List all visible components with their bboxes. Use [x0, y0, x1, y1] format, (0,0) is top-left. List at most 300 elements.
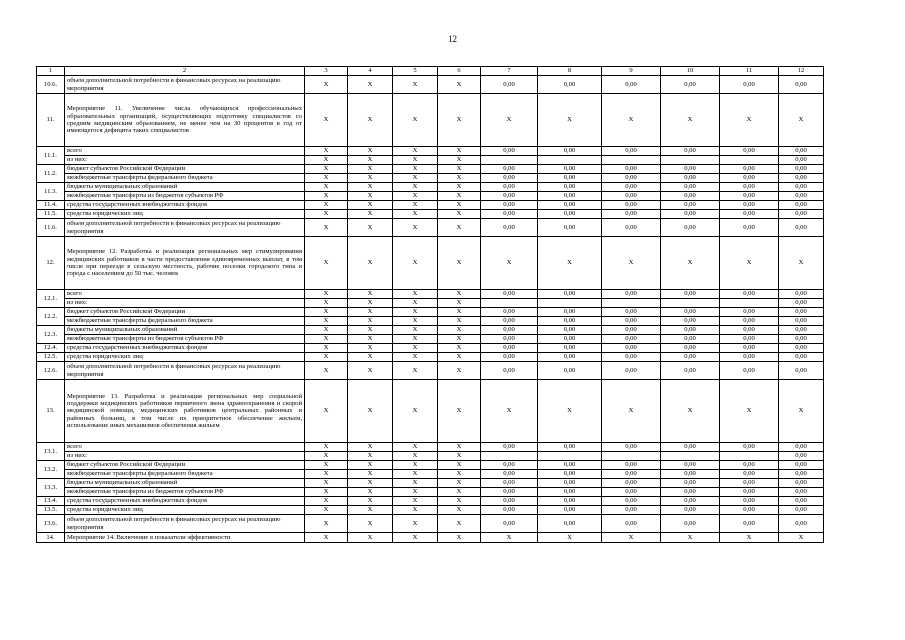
- value-cell: X: [305, 515, 348, 533]
- value-cell: X: [348, 210, 393, 219]
- value-cell: 0,00: [779, 461, 824, 470]
- value-cell: X: [305, 470, 348, 479]
- row-number: 12.4.: [37, 344, 65, 353]
- header-cell: 2: [65, 67, 305, 76]
- row-description: всего: [65, 290, 305, 299]
- value-cell: 0,00: [538, 515, 602, 533]
- value-cell: X: [348, 488, 393, 497]
- row-number: 13.: [37, 380, 65, 443]
- value-cell: X: [393, 362, 438, 380]
- row-number: 13.2.: [37, 461, 65, 479]
- value-cell: 0,00: [602, 515, 661, 533]
- value-cell: 0,00: [602, 461, 661, 470]
- value-cell: X: [348, 353, 393, 362]
- value-cell: X: [779, 237, 824, 290]
- value-cell: 0,00: [538, 443, 602, 452]
- value-cell: X: [393, 94, 438, 147]
- value-cell: 0,00: [661, 76, 720, 94]
- value-cell: X: [438, 317, 481, 326]
- value-cell: X: [305, 308, 348, 317]
- value-cell: X: [348, 452, 393, 461]
- value-cell: X: [393, 497, 438, 506]
- value-cell: 0,00: [538, 497, 602, 506]
- value-cell: 0,00: [720, 174, 779, 183]
- value-cell: 0,00: [720, 362, 779, 380]
- value-cell: 0,00: [720, 479, 779, 488]
- value-cell: X: [661, 94, 720, 147]
- value-cell: 0,00: [779, 479, 824, 488]
- table-row: [37, 183, 824, 192]
- row-description: объем дополнительной потребности в финансовых ресурсах на реализацию мероприятия: [65, 515, 305, 533]
- table-row: [37, 479, 824, 488]
- value-cell: 0,00: [538, 165, 602, 174]
- value-cell: 0,00: [779, 335, 824, 344]
- value-cell: 0,00: [779, 76, 824, 94]
- value-cell: X: [438, 344, 481, 353]
- row-number: 12.1.: [37, 290, 65, 308]
- value-cell: 0,00: [538, 461, 602, 470]
- row-description: межбюджетные трансферты федерального бюджета: [65, 317, 305, 326]
- row-number: 11.1.: [37, 147, 65, 165]
- value-cell: 0,00: [602, 488, 661, 497]
- value-cell: 0,00: [481, 308, 538, 317]
- row-number: 14.: [37, 533, 65, 543]
- row-number: 13.5.: [37, 506, 65, 515]
- value-cell: 0,00: [538, 479, 602, 488]
- value-cell: 0,00: [720, 515, 779, 533]
- value-cell: X: [438, 174, 481, 183]
- table-row: [37, 76, 824, 94]
- value-cell: X: [438, 210, 481, 219]
- value-cell: 0,00: [602, 353, 661, 362]
- value-cell: 0,00: [661, 362, 720, 380]
- value-cell: X: [305, 174, 348, 183]
- value-cell: 0,00: [720, 210, 779, 219]
- value-cell: 0,00: [661, 335, 720, 344]
- row-description: всего: [65, 443, 305, 452]
- value-cell: 0,00: [602, 506, 661, 515]
- value-cell: 0,00: [779, 219, 824, 237]
- row-number: 12.3.: [37, 326, 65, 344]
- value-cell: X: [348, 479, 393, 488]
- row-description: межбюджетные трансферты федерального бюджета: [65, 174, 305, 183]
- financing-table: [36, 66, 824, 543]
- row-description: из них:: [65, 156, 305, 165]
- value-cell: 0,00: [481, 290, 538, 299]
- value-cell: X: [305, 299, 348, 308]
- page-number: 12: [448, 34, 457, 44]
- value-cell: 0,00: [481, 192, 538, 201]
- value-cell: X: [438, 380, 481, 443]
- value-cell: [538, 452, 602, 461]
- value-cell: X: [348, 94, 393, 147]
- value-cell: [602, 156, 661, 165]
- header-cell: 4: [348, 67, 393, 76]
- value-cell: X: [305, 219, 348, 237]
- row-number: 11.2.: [37, 165, 65, 183]
- value-cell: 0,00: [602, 317, 661, 326]
- value-cell: 0,00: [602, 470, 661, 479]
- value-cell: 0,00: [602, 76, 661, 94]
- value-cell: X: [305, 506, 348, 515]
- value-cell: X: [393, 533, 438, 543]
- row-description: средства юридических лиц: [65, 353, 305, 362]
- value-cell: 0,00: [538, 326, 602, 335]
- value-cell: X: [481, 237, 538, 290]
- value-cell: 0,00: [661, 443, 720, 452]
- value-cell: 0,00: [538, 344, 602, 353]
- value-cell: 0,00: [602, 183, 661, 192]
- value-cell: 0,00: [779, 452, 824, 461]
- value-cell: X: [393, 317, 438, 326]
- value-cell: X: [438, 362, 481, 380]
- value-cell: X: [305, 290, 348, 299]
- value-cell: X: [438, 452, 481, 461]
- value-cell: X: [305, 452, 348, 461]
- table-row: [37, 335, 824, 344]
- row-description: межбюджетные трансферты из бюджетов субъектов РФ: [65, 488, 305, 497]
- table-row: [37, 380, 824, 443]
- value-cell: X: [393, 76, 438, 94]
- value-cell: X: [779, 94, 824, 147]
- value-cell: 0,00: [779, 147, 824, 156]
- value-cell: 0,00: [779, 353, 824, 362]
- value-cell: 0,00: [602, 174, 661, 183]
- value-cell: X: [481, 94, 538, 147]
- value-cell: X: [393, 147, 438, 156]
- value-cell: 0,00: [720, 317, 779, 326]
- value-cell: 0,00: [538, 183, 602, 192]
- value-cell: X: [305, 94, 348, 147]
- value-cell: X: [602, 380, 661, 443]
- value-cell: 0,00: [720, 192, 779, 201]
- value-cell: X: [720, 94, 779, 147]
- value-cell: X: [393, 515, 438, 533]
- value-cell: X: [661, 533, 720, 543]
- row-description: Мероприятие 14. Включение в показатели эффективности: [65, 533, 305, 543]
- value-cell: X: [393, 299, 438, 308]
- value-cell: [538, 299, 602, 308]
- value-cell: X: [393, 506, 438, 515]
- value-cell: 0,00: [538, 353, 602, 362]
- value-cell: 0,00: [720, 308, 779, 317]
- row-number: 12.: [37, 237, 65, 290]
- table-header-row: [37, 67, 824, 76]
- value-cell: 0,00: [538, 362, 602, 380]
- value-cell: X: [438, 219, 481, 237]
- value-cell: X: [393, 452, 438, 461]
- value-cell: 0,00: [602, 290, 661, 299]
- header-cell: 1: [37, 67, 65, 76]
- row-number: 11.: [37, 94, 65, 147]
- value-cell: X: [348, 308, 393, 317]
- header-cell: 3: [305, 67, 348, 76]
- value-cell: 0,00: [661, 174, 720, 183]
- row-description: средства юридических лиц: [65, 506, 305, 515]
- value-cell: 0,00: [661, 201, 720, 210]
- value-cell: 0,00: [661, 488, 720, 497]
- row-description: всего: [65, 147, 305, 156]
- value-cell: 0,00: [661, 497, 720, 506]
- value-cell: [720, 299, 779, 308]
- row-description: объем дополнительной потребности в финансовых ресурсах на реализацию мероприятия: [65, 362, 305, 380]
- value-cell: 0,00: [779, 183, 824, 192]
- value-cell: X: [438, 479, 481, 488]
- table-row: [37, 299, 824, 308]
- value-cell: 0,00: [720, 344, 779, 353]
- value-cell: 0,00: [661, 147, 720, 156]
- value-cell: 0,00: [779, 156, 824, 165]
- value-cell: X: [348, 362, 393, 380]
- value-cell: 0,00: [661, 165, 720, 174]
- table-row: [37, 147, 824, 156]
- value-cell: 0,00: [538, 219, 602, 237]
- value-cell: X: [348, 461, 393, 470]
- value-cell: X: [348, 326, 393, 335]
- value-cell: X: [393, 443, 438, 452]
- value-cell: X: [348, 317, 393, 326]
- value-cell: [481, 156, 538, 165]
- value-cell: 0,00: [720, 76, 779, 94]
- value-cell: 0,00: [720, 165, 779, 174]
- row-description: средства государственных внебюджетных фондов: [65, 344, 305, 353]
- value-cell: [481, 299, 538, 308]
- value-cell: 0,00: [720, 183, 779, 192]
- value-cell: 0,00: [602, 165, 661, 174]
- value-cell: X: [393, 192, 438, 201]
- value-cell: 0,00: [661, 290, 720, 299]
- value-cell: 0,00: [661, 470, 720, 479]
- value-cell: 0,00: [538, 470, 602, 479]
- value-cell: 0,00: [779, 488, 824, 497]
- value-cell: X: [438, 533, 481, 543]
- value-cell: 0,00: [602, 479, 661, 488]
- value-cell: 0,00: [602, 201, 661, 210]
- row-description: межбюджетные трансферты из бюджетов субъектов РФ: [65, 192, 305, 201]
- table-row: [37, 290, 824, 299]
- value-cell: 0,00: [779, 201, 824, 210]
- row-description: бюджеты муниципальных образований: [65, 479, 305, 488]
- value-cell: 0,00: [481, 183, 538, 192]
- table-row: [37, 317, 824, 326]
- row-number: 11.6.: [37, 219, 65, 237]
- value-cell: 0,00: [661, 326, 720, 335]
- row-number: 10.6.: [37, 76, 65, 94]
- value-cell: X: [438, 290, 481, 299]
- value-cell: 0,00: [538, 147, 602, 156]
- value-cell: X: [348, 506, 393, 515]
- value-cell: X: [393, 308, 438, 317]
- table-row: [37, 362, 824, 380]
- row-number: 12.2.: [37, 308, 65, 326]
- value-cell: 0,00: [538, 335, 602, 344]
- row-number: 12.6.: [37, 362, 65, 380]
- value-cell: X: [438, 147, 481, 156]
- value-cell: X: [393, 183, 438, 192]
- table-row: [37, 452, 824, 461]
- row-description: межбюджетные трансферты из бюджетов субъектов РФ: [65, 335, 305, 344]
- header-cell: 10: [661, 67, 720, 76]
- value-cell: 0,00: [481, 479, 538, 488]
- value-cell: X: [438, 461, 481, 470]
- row-number: 13.6.: [37, 515, 65, 533]
- table-row: [37, 219, 824, 237]
- value-cell: X: [438, 183, 481, 192]
- value-cell: X: [720, 533, 779, 543]
- value-cell: X: [305, 461, 348, 470]
- value-cell: 0,00: [720, 290, 779, 299]
- value-cell: X: [538, 380, 602, 443]
- row-description: средства государственных внебюджетных фондов: [65, 201, 305, 210]
- value-cell: 0,00: [779, 497, 824, 506]
- value-cell: [720, 156, 779, 165]
- value-cell: X: [393, 290, 438, 299]
- row-number: 11.3.: [37, 183, 65, 201]
- table-row: [37, 497, 824, 506]
- table-row: [37, 210, 824, 219]
- value-cell: X: [348, 344, 393, 353]
- table-row: [37, 470, 824, 479]
- value-cell: 0,00: [661, 308, 720, 317]
- table-row: [37, 353, 824, 362]
- value-cell: X: [393, 470, 438, 479]
- value-cell: 0,00: [602, 192, 661, 201]
- value-cell: X: [348, 147, 393, 156]
- value-cell: X: [305, 237, 348, 290]
- value-cell: 0,00: [779, 326, 824, 335]
- table-row: [37, 533, 824, 543]
- value-cell: 0,00: [538, 210, 602, 219]
- value-cell: 0,00: [720, 326, 779, 335]
- value-cell: 0,00: [661, 219, 720, 237]
- value-cell: 0,00: [779, 470, 824, 479]
- value-cell: [720, 452, 779, 461]
- value-cell: X: [348, 335, 393, 344]
- value-cell: 0,00: [602, 210, 661, 219]
- value-cell: X: [438, 94, 481, 147]
- value-cell: 0,00: [779, 308, 824, 317]
- value-cell: X: [305, 344, 348, 353]
- value-cell: X: [305, 497, 348, 506]
- value-cell: X: [305, 488, 348, 497]
- value-cell: 0,00: [661, 461, 720, 470]
- value-cell: 0,00: [720, 470, 779, 479]
- header-cell: 6: [438, 67, 481, 76]
- value-cell: 0,00: [538, 201, 602, 210]
- value-cell: X: [305, 317, 348, 326]
- value-cell: 0,00: [481, 165, 538, 174]
- value-cell: 0,00: [481, 210, 538, 219]
- row-description: межбюджетные трансферты федерального бюджета: [65, 470, 305, 479]
- row-description: объем дополнительной потребности в финансовых ресурсах на реализацию мероприятия: [65, 76, 305, 94]
- value-cell: X: [305, 362, 348, 380]
- row-description: средства государственных внебюджетных фондов: [65, 497, 305, 506]
- value-cell: 0,00: [602, 219, 661, 237]
- header-cell: 8: [538, 67, 602, 76]
- row-description: Мероприятие 12. Разработка и реализация региональных мер стимулирования медицинских работников в части предоставления единовременных выплат, в том числе при переезде в сельскую местность, рабочие поселки городского типа и города с населением до 50 тыс. человек: [65, 237, 305, 290]
- value-cell: X: [438, 165, 481, 174]
- row-number: 12.5.: [37, 353, 65, 362]
- value-cell: X: [393, 165, 438, 174]
- value-cell: X: [305, 201, 348, 210]
- table-row: [37, 344, 824, 353]
- value-cell: 0,00: [661, 344, 720, 353]
- value-cell: 0,00: [720, 443, 779, 452]
- value-cell: X: [438, 192, 481, 201]
- value-cell: 0,00: [779, 362, 824, 380]
- value-cell: 0,00: [661, 192, 720, 201]
- value-cell: X: [393, 174, 438, 183]
- value-cell: X: [661, 237, 720, 290]
- value-cell: X: [348, 443, 393, 452]
- value-cell: X: [305, 479, 348, 488]
- value-cell: X: [305, 210, 348, 219]
- value-cell: 0,00: [779, 290, 824, 299]
- value-cell: X: [305, 76, 348, 94]
- value-cell: X: [438, 326, 481, 335]
- value-cell: 0,00: [481, 76, 538, 94]
- value-cell: X: [348, 174, 393, 183]
- value-cell: X: [393, 461, 438, 470]
- value-cell: X: [393, 380, 438, 443]
- value-cell: 0,00: [779, 192, 824, 201]
- value-cell: X: [348, 156, 393, 165]
- value-cell: X: [481, 380, 538, 443]
- value-cell: X: [438, 353, 481, 362]
- value-cell: 0,00: [661, 353, 720, 362]
- table-row: [37, 192, 824, 201]
- value-cell: 0,00: [661, 515, 720, 533]
- value-cell: 0,00: [661, 479, 720, 488]
- value-cell: X: [438, 515, 481, 533]
- row-number: 13.4.: [37, 497, 65, 506]
- value-cell: X: [438, 299, 481, 308]
- value-cell: 0,00: [720, 461, 779, 470]
- value-cell: 0,00: [779, 344, 824, 353]
- value-cell: X: [348, 380, 393, 443]
- value-cell: 0,00: [602, 335, 661, 344]
- value-cell: X: [538, 237, 602, 290]
- table-row: [37, 506, 824, 515]
- value-cell: X: [602, 237, 661, 290]
- value-cell: 0,00: [538, 76, 602, 94]
- value-cell: 0,00: [538, 317, 602, 326]
- value-cell: 0,00: [481, 497, 538, 506]
- value-cell: 0,00: [481, 174, 538, 183]
- value-cell: 0,00: [481, 201, 538, 210]
- value-cell: X: [305, 533, 348, 543]
- value-cell: 0,00: [661, 210, 720, 219]
- value-cell: 0,00: [779, 174, 824, 183]
- value-cell: 0,00: [779, 165, 824, 174]
- value-cell: X: [393, 219, 438, 237]
- value-cell: 0,00: [481, 470, 538, 479]
- row-number: 11.5.: [37, 210, 65, 219]
- value-cell: 0,00: [481, 461, 538, 470]
- header-cell: 12: [779, 67, 824, 76]
- value-cell: 0,00: [538, 290, 602, 299]
- value-cell: X: [602, 94, 661, 147]
- value-cell: 0,00: [720, 335, 779, 344]
- table-row: [37, 156, 824, 165]
- value-cell: 0,00: [779, 515, 824, 533]
- value-cell: X: [438, 237, 481, 290]
- value-cell: 0,00: [661, 183, 720, 192]
- header-cell: 7: [481, 67, 538, 76]
- value-cell: X: [393, 344, 438, 353]
- value-cell: X: [481, 533, 538, 543]
- row-description: Мероприятие 11. Увеличение числа обучающихся профессиональных образовательных организаций, осуществляющих подготовку специалистов со средним медицинским образованием, не менее чем на 30 процентов в год от имеющегося дефицита таких специалистов: [65, 94, 305, 147]
